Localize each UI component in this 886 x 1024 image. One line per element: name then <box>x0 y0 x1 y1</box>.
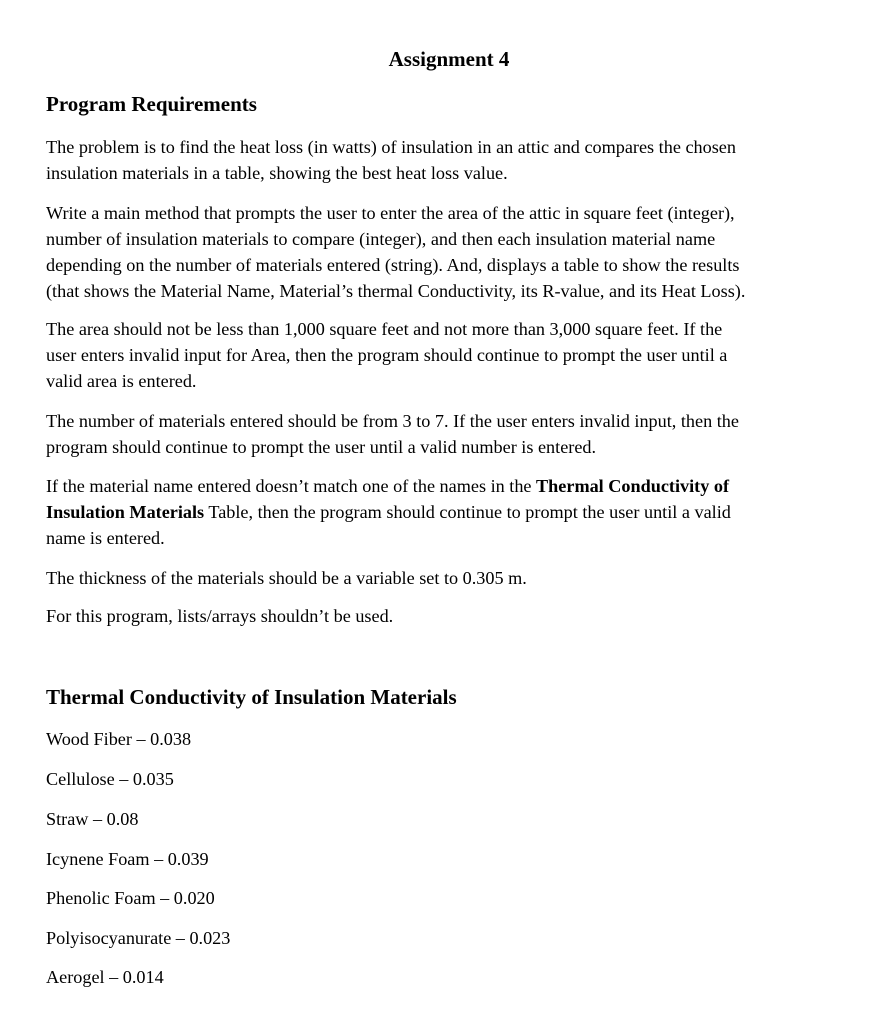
paragraph-line: The problem is to find the heat loss (in watts) of insulation in an attic and compares the chosen <box>46 137 736 157</box>
paragraph-line <box>46 499 846 525</box>
program-requirements-heading: Program Requirements <box>46 92 257 116</box>
paragraph-line: (that shows the Material Name, Material’s thermal Conductivity, its R-value, and its Heat Loss). <box>46 281 746 301</box>
paragraph-line: For this program, lists/arrays shouldn’t be used. <box>46 606 394 626</box>
paragraph-line: name is entered. <box>46 528 165 548</box>
paragraph-line: insulation materials in a table, showing the best heat loss value. <box>46 163 508 183</box>
paragraph-text: If the material name entered doesn’t match one of the names in the <box>46 476 537 496</box>
material-item: Cellulose – 0.035 <box>46 769 174 789</box>
paragraph-text: Table, then the program should continue to prompt the user until a valid <box>204 502 731 522</box>
paragraph-line: The number of materials entered should be from 3 to 7. If the user enters invalid input, then the <box>46 411 739 431</box>
bold-table-name: Thermal Conductivity of <box>536 476 730 496</box>
paragraph-material-name-validation <box>46 473 846 551</box>
paragraph-line: number of insulation materials to compare (integer), and then each insulation material name <box>46 229 716 249</box>
paragraph-materials-count <box>46 408 846 460</box>
paragraph-thickness <box>46 565 846 591</box>
paragraph-line: user enters invalid input for Area, then the program should continue to prompt the user until a <box>46 345 728 365</box>
material-item: Wood Fiber – 0.038 <box>46 729 192 749</box>
paragraph-problem-statement <box>46 134 846 186</box>
paragraph-line <box>46 473 846 499</box>
paragraph-line: depending on the number of materials entered (string). And, displays a table to show the results <box>46 255 740 275</box>
document-title: Assignment 4 <box>388 47 510 71</box>
paragraph-main-method <box>46 200 846 304</box>
material-item: Phenolic Foam – 0.020 <box>46 888 215 908</box>
materials-heading: Thermal Conductivity of Insulation Materials <box>46 685 457 709</box>
material-item: Aerogel – 0.014 <box>46 967 164 987</box>
paragraph-line: program should continue to prompt the user until a valid number is entered. <box>46 437 597 457</box>
paragraph-no-arrays <box>46 603 846 629</box>
paragraph-line: Write a main method that prompts the user to enter the area of the attic in square feet (integer), <box>46 203 735 223</box>
paragraph-area-validation <box>46 316 846 394</box>
paragraph-line: The thickness of the materials should be a variable set to 0.305 m. <box>46 568 527 588</box>
material-item: Icynene Foam – 0.039 <box>46 849 209 869</box>
material-item: Polyisocyanurate – 0.023 <box>46 928 231 948</box>
bold-table-name: Insulation Materials <box>46 502 205 522</box>
paragraph-line: The area should not be less than 1,000 square feet and not more than 3,000 square feet. If the <box>46 319 723 339</box>
paragraph-line: valid area is entered. <box>46 371 197 391</box>
material-item: Straw – 0.08 <box>46 809 139 829</box>
